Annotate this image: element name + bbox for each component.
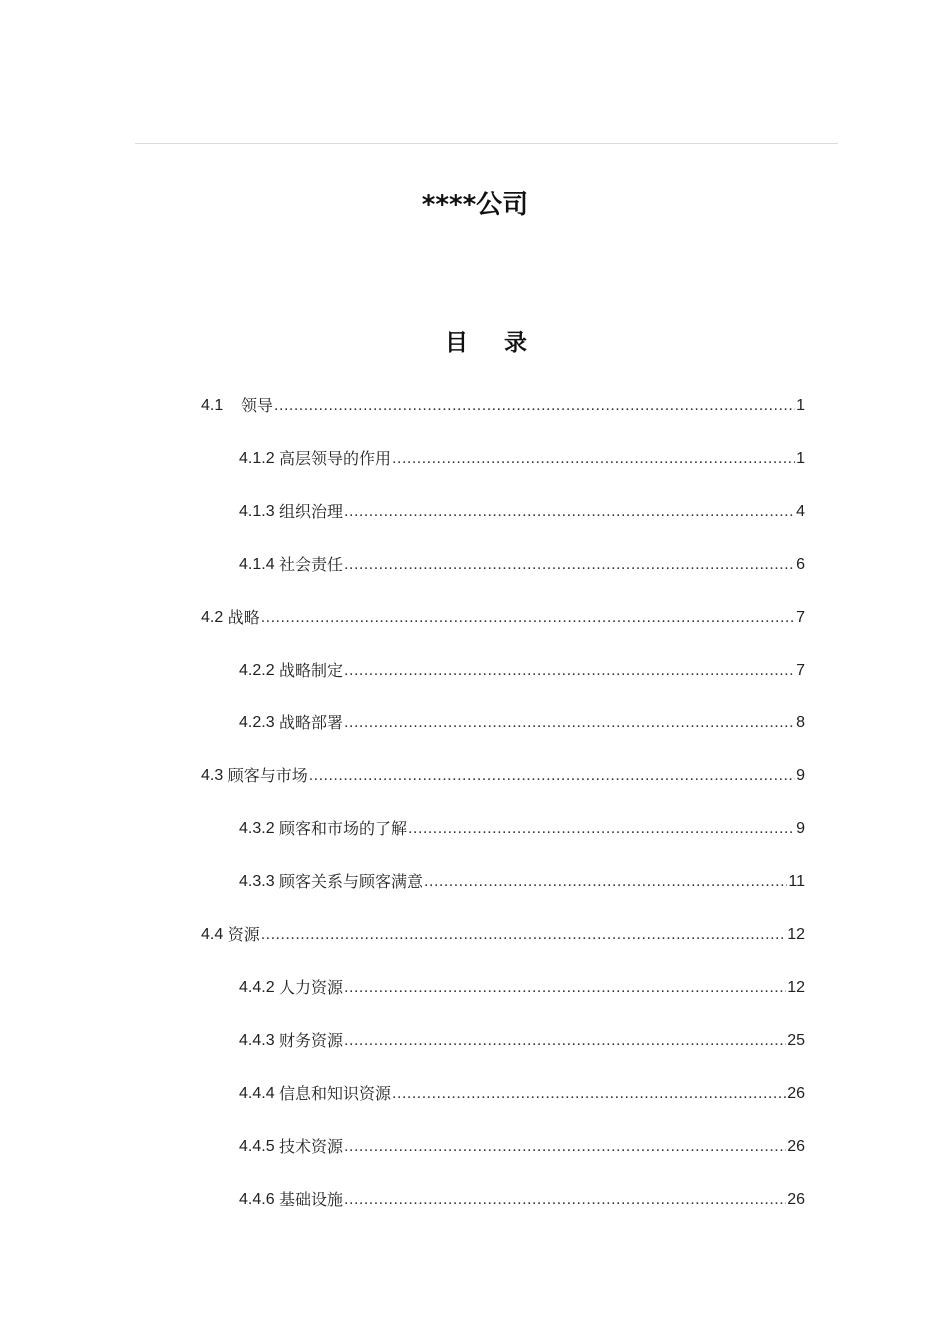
toc-entry-label: 组织治理 <box>279 501 344 521</box>
toc-leader-dots <box>344 1135 786 1159</box>
toc-entry[interactable] <box>201 606 805 630</box>
toc-leader-dots <box>344 553 795 577</box>
toc-entry[interactable] <box>239 659 805 683</box>
toc-entry-page: 9 <box>796 820 805 838</box>
toc-entry-number: 4.4.2 <box>239 978 280 996</box>
toc-entry[interactable] <box>201 764 805 788</box>
toc-entry-label: 战略 <box>227 607 260 627</box>
toc-entry-number: 4.2.3 <box>239 714 280 732</box>
toc-leader-dots <box>424 870 787 894</box>
toc-entry[interactable] <box>201 923 805 947</box>
toc-entry-label: 顾客与市场 <box>227 766 308 786</box>
toc-entry-label: 高层领导的作用 <box>279 448 392 468</box>
toc-entry-label: 社会责任 <box>279 554 344 574</box>
toc-entry-number: 4.2.2 <box>239 661 280 679</box>
toc-entry-label: 信息和知识资源 <box>279 1083 392 1103</box>
toc-leader-dots <box>274 394 795 418</box>
toc-entry[interactable] <box>239 711 805 735</box>
toc-leader-dots <box>344 976 786 1000</box>
toc-entry[interactable] <box>239 870 805 894</box>
toc-leader-dots <box>344 500 795 524</box>
toc-entry-page: 26 <box>787 1084 805 1102</box>
toc-entry[interactable] <box>239 976 805 1000</box>
toc-entry-number: 4.3.3 <box>239 873 280 891</box>
header-rule <box>135 143 838 144</box>
toc-entry-number: 4.3 <box>201 767 228 785</box>
toc-entry-page: 8 <box>796 714 805 732</box>
toc-leader-dots <box>261 923 787 947</box>
toc-entry-page: 7 <box>796 608 805 626</box>
toc-entry-page: 6 <box>796 555 805 573</box>
toc-entry-label: 战略部署 <box>279 713 344 733</box>
toc-entry-number: 4.4.5 <box>239 1137 280 1155</box>
toc-entry-page: 7 <box>796 661 805 679</box>
toc-entry[interactable] <box>201 394 805 418</box>
toc-entry[interactable] <box>239 553 805 577</box>
toc-entry-label: 资源 <box>227 925 260 944</box>
toc-leader-dots <box>344 1188 786 1212</box>
toc-entry[interactable] <box>239 1188 805 1212</box>
toc-leader-dots <box>344 659 795 683</box>
toc-entry-label: 顾客关系与顾客满意 <box>279 872 424 892</box>
toc-entry[interactable] <box>239 447 805 471</box>
toc-entry-number: 4.1.3 <box>239 502 280 520</box>
toc-entry[interactable] <box>239 1029 805 1053</box>
toc-leader-dots <box>309 764 795 788</box>
toc-entry-page: 9 <box>796 767 805 785</box>
toc-leader-dots <box>344 1029 786 1053</box>
toc-entry-number: 4.1.4 <box>239 555 280 573</box>
toc-entry-number: 4.4 <box>201 926 228 943</box>
toc-entry-page: 26 <box>787 1137 805 1155</box>
toc-entry-page: 1 <box>796 397 805 414</box>
toc-entry-page: 12 <box>787 978 805 996</box>
toc-entry[interactable] <box>239 1135 805 1159</box>
toc-entry-label: 技术资源 <box>279 1136 344 1156</box>
toc-entry-page: 26 <box>787 1190 805 1208</box>
toc-entry-label: 战略制定 <box>279 660 344 680</box>
toc-entry-page: 4 <box>796 502 805 520</box>
toc-entry-label: 基础设施 <box>279 1189 344 1209</box>
toc-entry[interactable] <box>239 1082 805 1106</box>
toc-entry-page: 12 <box>787 926 805 943</box>
toc-entry-number: 4.3.2 <box>239 820 280 838</box>
toc-leader-dots <box>261 606 795 630</box>
toc-entry-number: 4.1.2 <box>239 449 280 467</box>
toc-title: 目 录 <box>444 329 541 356</box>
toc-entry[interactable] <box>239 500 805 524</box>
toc-entry-number: 4.4.3 <box>239 1031 280 1049</box>
toc-entry-label: 顾客和市场的了解 <box>279 819 408 839</box>
toc-entry-page: 1 <box>796 449 805 467</box>
toc-leader-dots <box>344 711 795 735</box>
toc-leader-dots <box>392 1082 786 1106</box>
toc-leader-dots <box>408 817 795 841</box>
toc-entry-number: 4.4.6 <box>239 1190 280 1208</box>
company-title: ****公司 <box>421 190 529 220</box>
toc-leader-dots <box>392 447 795 471</box>
toc-entry-label: 财务资源 <box>279 1030 344 1050</box>
toc-entry-number: 4.2 <box>201 608 228 626</box>
toc-entry[interactable] <box>239 817 805 841</box>
toc-entry-page: 25 <box>787 1031 805 1049</box>
toc-entry-number: 4.4.4 <box>239 1084 280 1102</box>
toc-entry-number: 4.1 <box>201 397 242 414</box>
toc-entry-page: 11 <box>788 873 805 891</box>
toc-entry-label: 人力资源 <box>279 977 344 997</box>
toc-entry-label: 领导 <box>241 396 274 415</box>
